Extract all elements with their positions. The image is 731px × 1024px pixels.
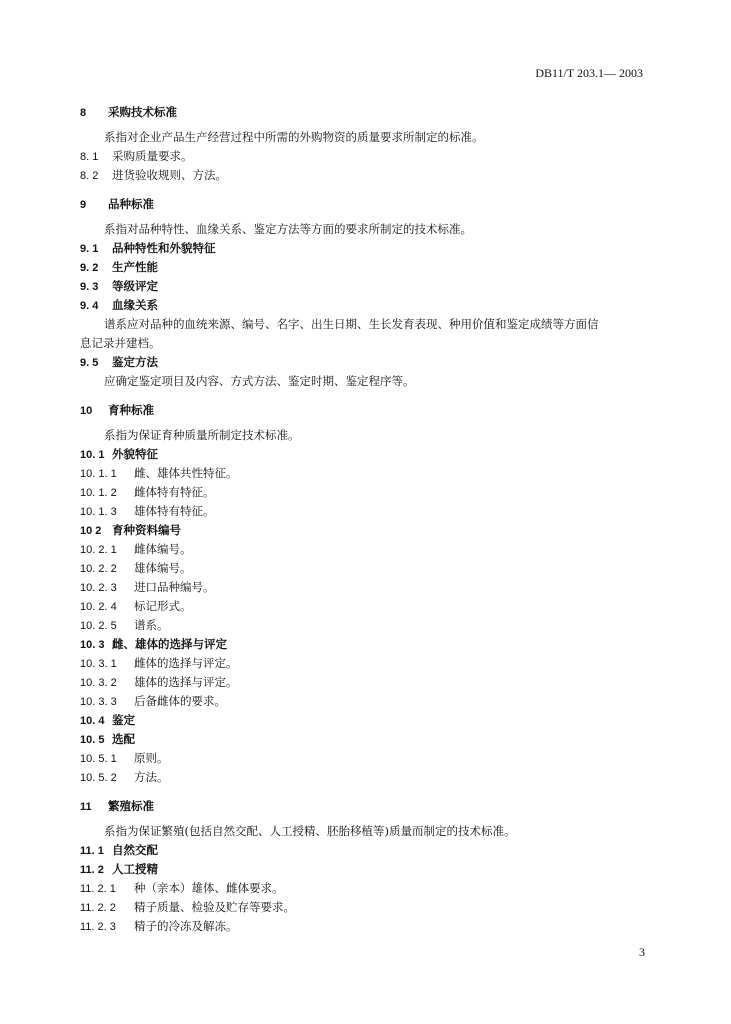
clause-number: 9. 4 (80, 300, 99, 312)
clause-text: 谱系应对品种的血统来源、编号、名字、出生日期、生长发育表现、种用价值和鉴定成绩等方面信 (104, 317, 599, 331)
clause-number: 10. 1. 2 (80, 487, 117, 499)
subclause-item (80, 540, 660, 559)
subclause-item (80, 464, 660, 483)
clause-item (80, 147, 660, 166)
section-heading (80, 797, 660, 816)
clause-number: 10. 5. 2 (80, 772, 117, 784)
section-heading (80, 195, 660, 214)
clause-text: 进口品种编号。 (134, 580, 215, 594)
clause-number: 10. 1. 3 (80, 506, 117, 518)
document-code-header: DB11/T 203.1— 2003 (535, 66, 643, 80)
clause-number: 9. 5 (80, 357, 99, 369)
clause-item (80, 711, 660, 730)
clause-text: 系指为保证育种质量所制定技术标准。 (104, 428, 300, 442)
section-heading (80, 401, 660, 420)
clause-number: 9. 1 (80, 243, 99, 255)
subclause-item (80, 879, 660, 898)
clause-number: 10. 2. 4 (80, 601, 117, 613)
clause-item (80, 445, 660, 464)
clause-number: 11. 2. 1 (80, 883, 116, 895)
clause-number: 10. 3. 3 (80, 696, 117, 708)
subclause-item (80, 749, 660, 768)
clause-number: 11 (80, 801, 92, 813)
paragraph-continuation (80, 334, 660, 353)
clause-text: 精子质量、检验及贮存等要求。 (134, 900, 295, 914)
clause-number: 9. 3 (80, 281, 99, 293)
section-heading (80, 103, 660, 122)
clause-number: 10. 2. 3 (80, 582, 117, 594)
clause-text: 标记形式。 (134, 599, 192, 613)
subclause-item (80, 917, 660, 936)
clause-number: 11. 2. 2 (80, 902, 116, 914)
clause-text: 等级评定 (112, 279, 158, 293)
clause-item (80, 277, 660, 296)
clause-item (80, 860, 660, 879)
clause-text: 品种标准 (108, 197, 154, 211)
clause-text: 雌、雄体的选择与评定 (112, 637, 227, 651)
clause-text: 后备雌体的要求。 (134, 694, 226, 708)
clause-number: 9 (80, 199, 87, 211)
clause-text: 系指为保证繁殖(包括自然交配、人工授精、胚胎移植等)质量而制定的技术标准。 (104, 824, 516, 838)
paragraph (80, 822, 660, 841)
clause-text: 自然交配 (112, 843, 158, 857)
clause-number: 10 (80, 405, 93, 417)
paragraph (80, 315, 660, 334)
clause-number: 11. 1 (80, 845, 104, 857)
clause-text: 系指对企业产品生产经营过程中所需的外购物资的质量要求所制定的标准。 (104, 130, 484, 144)
paragraph (80, 128, 660, 147)
clause-number: 10. 3 (80, 639, 105, 651)
clause-item (80, 730, 660, 749)
clause-number: 10. 2. 2 (80, 563, 117, 575)
clause-text: 血缘关系 (112, 298, 158, 312)
clause-text: 采购质量要求。 (112, 149, 193, 163)
subclause-item (80, 673, 660, 692)
clause-number: 10. 3. 1 (80, 658, 117, 670)
clause-text: 谱系。 (134, 618, 169, 632)
clause-text: 鉴定 (112, 713, 135, 727)
clause-text: 育种标准 (108, 403, 154, 417)
clause-item (80, 258, 660, 277)
clause-item (80, 841, 660, 860)
clause-text: 雌体特有特征。 (134, 485, 215, 499)
clause-text: 雄体编号。 (134, 561, 192, 575)
clause-text: 应确定鉴定项目及内容、方式方法、鉴定时期、鉴定程序等。 (104, 374, 415, 388)
clause-text: 种（亲本）雄体、雌体要求。 (134, 881, 284, 895)
subclause-item (80, 898, 660, 917)
clause-item (80, 353, 660, 372)
clause-text: 雌体的选择与评定。 (134, 656, 238, 670)
clause-number: 9. 2 (80, 262, 99, 274)
clause-item (80, 635, 660, 654)
clause-number: 10. 5. 1 (80, 753, 117, 765)
subclause-item (80, 597, 660, 616)
subclause-item (80, 578, 660, 597)
paragraph (80, 220, 660, 239)
clause-item (80, 239, 660, 258)
paragraph (80, 426, 660, 445)
subclause-item (80, 502, 660, 521)
clause-text: 原则。 (134, 751, 169, 765)
clause-text: 生产性能 (112, 260, 158, 274)
clause-text: 采购技术标准 (108, 105, 177, 119)
clause-text: 方法。 (134, 770, 169, 784)
clause-item (80, 296, 660, 315)
clause-text: 精子的冷冻及解冻。 (134, 919, 238, 933)
subclause-item (80, 483, 660, 502)
subclause-item (80, 559, 660, 578)
clause-text: 鉴定方法 (112, 355, 158, 369)
clause-text: 系指对品种特性、血缘关系、鉴定方法等方面的要求所制定的技术标准。 (104, 222, 472, 236)
clause-text: 雄体特有特征。 (134, 504, 215, 518)
clause-number: 10. 4 (80, 715, 105, 727)
clause-number: 10 2 (80, 525, 102, 537)
clause-number: 8. 1 (80, 151, 99, 163)
clause-number: 11. 2 (80, 864, 104, 876)
clause-text: 息记录并建档。 (80, 336, 161, 350)
subclause-item (80, 654, 660, 673)
clause-number: 10. 3. 2 (80, 677, 117, 689)
clause-number: 8. 2 (80, 170, 99, 182)
clause-number: 11. 2. 3 (80, 921, 116, 933)
clause-number: 10. 2. 1 (80, 544, 117, 556)
clause-item (80, 521, 660, 540)
document-body (80, 93, 660, 936)
clause-text: 繁殖标准 (108, 799, 154, 813)
clause-number: 10. 1 (80, 449, 105, 461)
subclause-item (80, 692, 660, 711)
clause-text: 雄体的选择与评定。 (134, 675, 238, 689)
clause-text: 人工授精 (112, 862, 158, 876)
clause-text: 选配 (112, 732, 135, 746)
clause-item (80, 166, 660, 185)
clause-text: 进货验收规则、方法。 (112, 168, 227, 182)
clause-text: 雌、雄体共性特征。 (134, 466, 238, 480)
clause-text: 外貌特征 (112, 447, 158, 461)
clause-number: 10. 5 (80, 734, 105, 746)
paragraph (80, 372, 660, 391)
subclause-item (80, 616, 660, 635)
clause-number: 8 (80, 107, 87, 119)
clause-number: 10. 2. 5 (80, 620, 117, 632)
clause-text: 品种特性和外貌特征 (112, 241, 216, 255)
page-number: 3 (639, 945, 645, 959)
subclause-item (80, 768, 660, 787)
clause-text: 雌体编号。 (134, 542, 192, 556)
clause-number: 10. 1. 1 (80, 468, 117, 480)
clause-text: 育种资料编号 (112, 523, 181, 537)
